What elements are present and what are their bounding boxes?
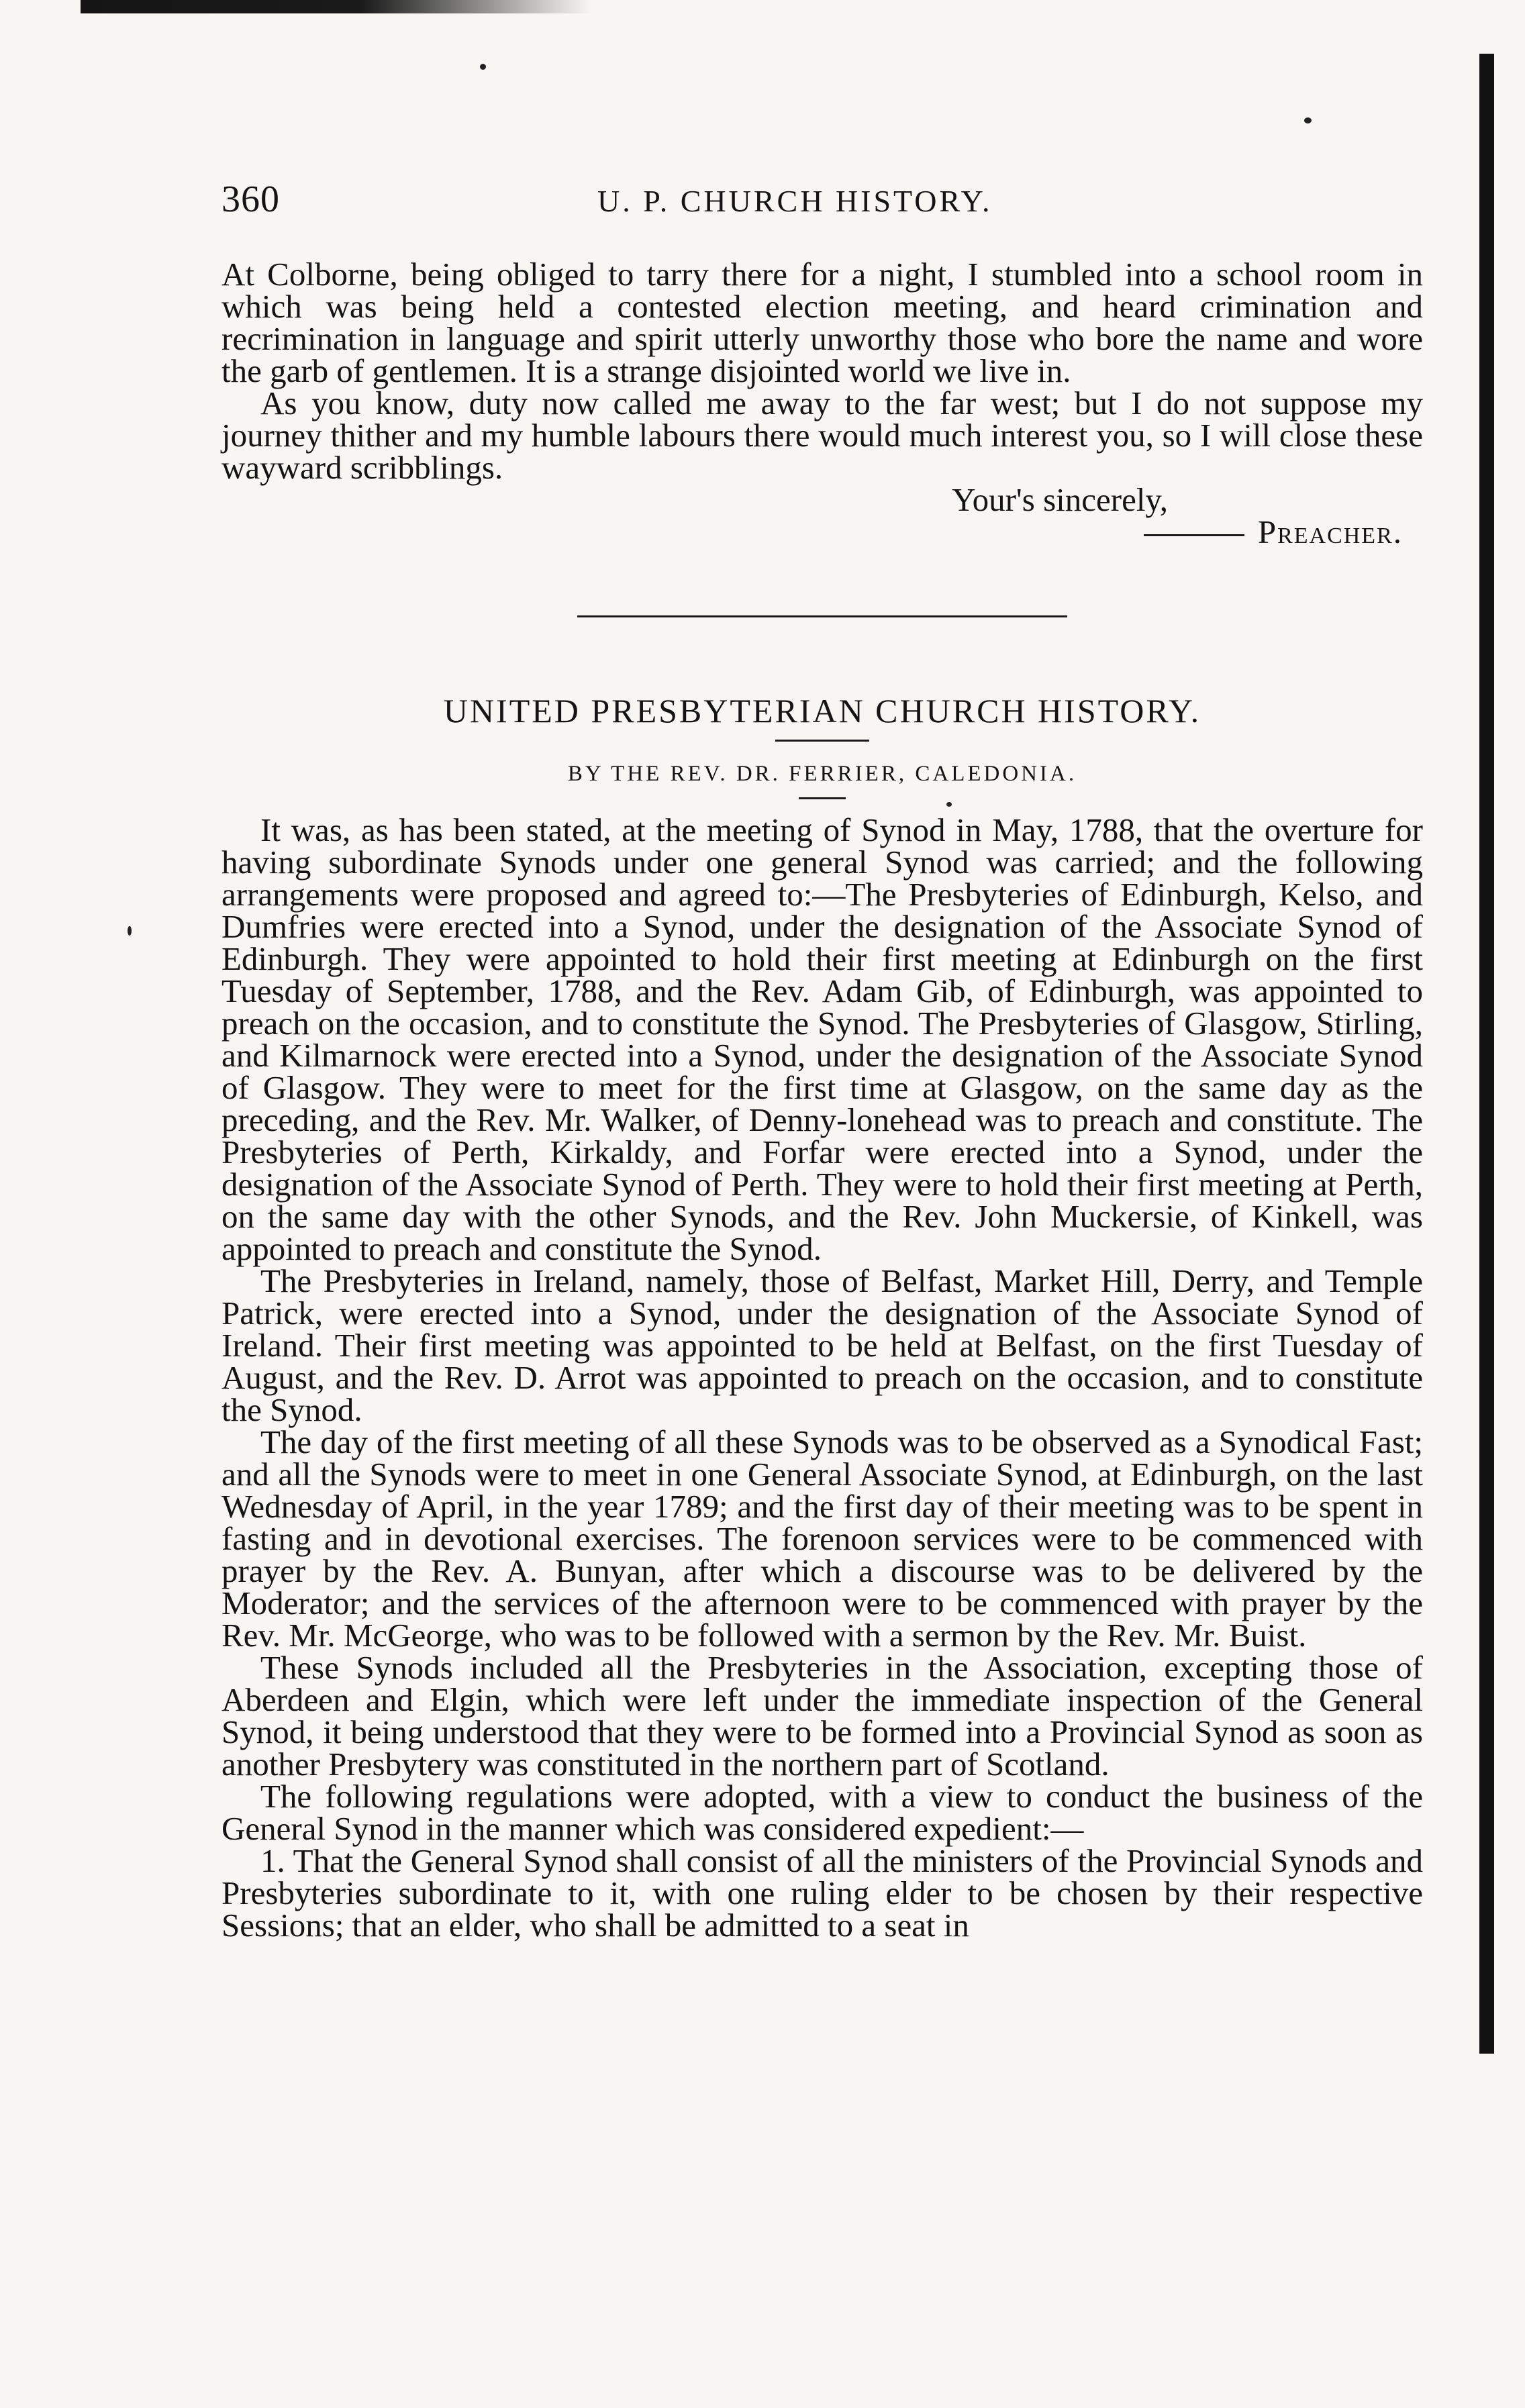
scan-edge-right [1479,54,1494,2054]
scan-edge-top [81,0,591,13]
title-rule [775,740,869,742]
letter-paragraph: As you know, duty now called me away to the far west; but I do not suppose my journey thither and my humble labours there would much interest you, so I will close these wayward scribblings. [222,385,1423,486]
signature-dash [1144,534,1244,536]
section-divider [577,615,1067,617]
letter-signature [222,513,1423,550]
running-header [222,178,1423,232]
article-body [222,811,1423,1944]
running-title: U. P. CHURCH HISTORY. [597,184,993,218]
letter-closing: Your's sincerely, [952,481,1168,518]
letter-section [222,258,1423,548]
article-paragraph: The Presbyteries in Ireland, namely, those of Belfast, Market Hill, Derry, and Temple Patrick, were erected into a Synod, under the designation of the Associate Synod of Ireland. Their first meeting was appointed to be held at Belfast, on the first Tuesday of August, and the Rev. D. Arrot was appointed to preach on the occasion, and to constitute the Synod. [222,1262,1423,1428]
scan-speck [128,926,132,936]
page-number: 360 [222,179,280,220]
article-paragraph: The day of the first meeting of all these Synods was to be observed as a Synodical Fast; and all the Synods were to meet in one General Associate Synod, at Edinburgh, on the last Wednesday of April, in the year 1789; and the first day of their meeting was to be spent in fasting and in devotional exercises. The forenoon services were to be commenced with prayer by the Rev. A. Bunyan, after which a discourse was to be delivered by the Moderator; and the services of the afternoon were to be commenced with prayer by the Rev. Mr. McGeorge, who was to be followed with a sermon by the Rev. Mr. Buist. [222,1423,1423,1654]
scan-speck [1304,117,1312,123]
page [222,178,1423,1942]
scan-speck [480,64,486,70]
article-paragraph: 1. That the General Synod shall consist of all the ministers of the Provincial Synods and Presbyteries subordinate to it, with one ruling elder to be chosen by their respective Sessions; that an elder, who shall be admitted to a seat in [222,1842,1423,1944]
article-title: UNITED PRESBYTERIAN CHURCH HISTORY. [443,692,1201,730]
article-paragraph: The following regulations were adopted, with a view to conduct the business of the General Synod in the manner which was considered expedient:— [222,1778,1423,1847]
byline-rule [799,797,846,799]
article-paragraph: These Synods included all the Presbyteries in the Association, excepting those of Aberdeen and Elgin, which were left under the immediate inspection of the General Synod, it being understood that they were to be formed into a Provincial Synod as soon as another Presbytery was constituted in the northern part of Scotland. [222,1649,1423,1783]
signature-name: Preacher. [1257,513,1403,550]
article-byline: BY THE REV. DR. FERRIER, CALEDONIA. [567,762,1077,786]
letter-paragraph: At Colborne, being obliged to tarry there for a night, I stumbled into a school room in which was being held a contested election meeting, and heard crimination and recrimination in language and spirit utterly unworthy those who bore the name and wore the garb of gentlemen. It is a strange disjointed world we live in. [222,256,1423,389]
article-paragraph: It was, as has been stated, at the meeting of Synod in May, 1788, that the overture for having subordinate Synods under one general Synod was carried; and the following arrangements were proposed and agreed to:—The Presbyteries of Edinburgh, Kelso, and Dumfries were erected into a Synod, under the designation of the Associate Synod of Edinburgh. They were appointed to hold their first meeting at Edinburgh on the first Tuesday of September, 1788, and the Rev. Adam Gib, of Edinburgh, was appointed to preach on the occasion, and to constitute the Synod. The Presbyteries of Glasgow, Stirling, and Kilmarnock were erected into a Synod, under the designation of the Associate Synod of Glasgow. They were to meet for the first time at Glasgow, on the same day as the preceding, and the Rev. Mr. Walker, of Denny-lonehead was to preach and constitute. The Presbyteries of Perth, Kirkaldy, and Forfar were erected into a Synod, under the designation of the Associate Synod of Perth. They were to hold their first meeting at Perth, on the same day with the other Synods, and the Rev. John Muckersie, of Kinkell, was appointed to preach and constitute the Synod. [222,811,1423,1267]
